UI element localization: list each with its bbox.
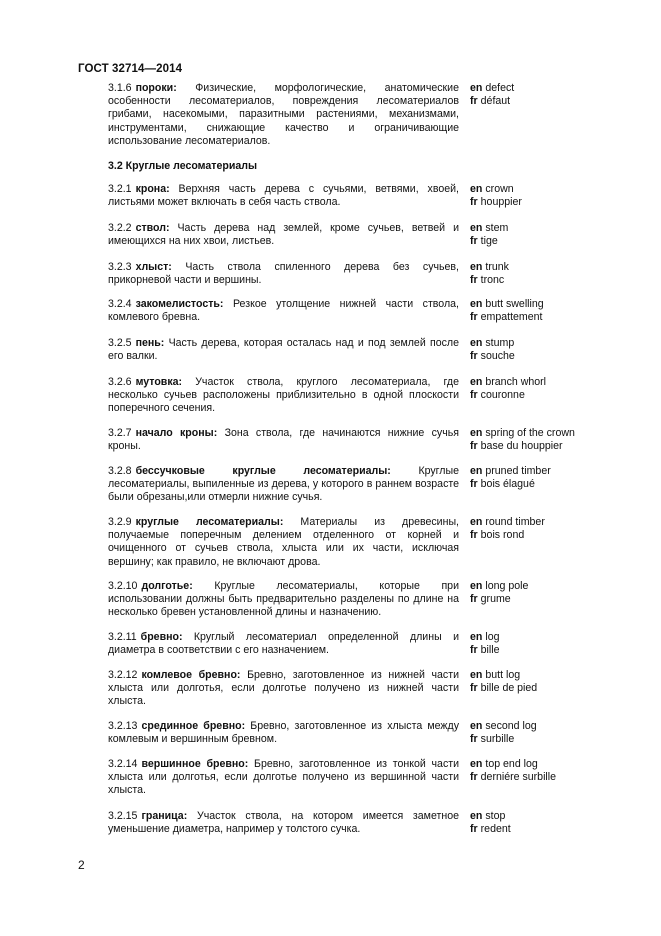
language-code: fr xyxy=(470,593,478,606)
equivalent-term: couronne xyxy=(480,389,525,402)
language-code: fr xyxy=(470,196,478,209)
language-code: fr xyxy=(470,823,478,836)
entry-number: 3.2.8 xyxy=(108,465,132,477)
entry-number: 3.2.4 xyxy=(108,298,132,310)
fr-equivalent xyxy=(470,95,661,108)
equivalent-term: tronc xyxy=(480,274,505,287)
entry-definition-block xyxy=(108,631,459,657)
equivalent-term: stem xyxy=(485,222,509,234)
equivalent-term: derniére surbille xyxy=(480,771,557,784)
language-code: en xyxy=(470,631,483,643)
foreign-equivalents xyxy=(470,183,661,209)
entry-term: мутовка: xyxy=(135,376,183,388)
language-code: en xyxy=(470,720,483,732)
entry-definition: Часть дерева над землей, кроме сучьев, ветвей и имеющихся на них хвои, листьев. xyxy=(108,222,460,248)
entry-definition-block xyxy=(108,427,459,453)
entry-term: срединное бревно: xyxy=(141,720,246,732)
fr-equivalent xyxy=(470,682,661,695)
en-equivalent xyxy=(470,337,661,350)
entry-term: пороки: xyxy=(135,82,177,94)
en-equivalent xyxy=(470,810,661,823)
en-equivalent xyxy=(470,516,661,529)
language-code: fr xyxy=(470,478,478,491)
fr-equivalent xyxy=(470,440,661,453)
entry-number: 3.2.3 xyxy=(108,261,132,273)
language-code: fr xyxy=(470,682,478,695)
entry-number: 3.2.5 xyxy=(108,337,132,349)
equivalent-term: défaut xyxy=(480,95,511,108)
entry-definition: Материалы из древесины, получаемые поперечным делением отделенного от корней и очищенного от сучьев ствола, хлыста или их части, исключая вершину; как правило, не включают дрова. xyxy=(108,516,459,568)
entry-number: 3.2.12 xyxy=(108,669,138,681)
equivalent-term: second log xyxy=(485,720,537,732)
entry-number: 3.2.9 xyxy=(108,516,132,528)
foreign-equivalents xyxy=(470,465,661,491)
entry-term: крона: xyxy=(135,183,170,195)
entry-definition-block xyxy=(108,720,459,746)
foreign-equivalents xyxy=(470,580,661,606)
foreign-equivalents xyxy=(470,758,661,784)
entry-definition-block xyxy=(108,669,459,709)
equivalent-term: surbille xyxy=(480,733,515,746)
entry-number: 3.2.1 xyxy=(108,183,132,195)
entry-definition: Бревно, заготовленное из хлыста между комлевым и вершинным бревном. xyxy=(108,720,459,746)
entry-term: комлевое бревно: xyxy=(141,669,241,681)
entry-definition: Часть ствола спиленного дерева без сучьев, прикорневой части и вершины. xyxy=(108,261,459,287)
entry-definition: Круглые лесоматериалы, выпиленные из дерева, у которого в раннем возрасте были обрезаны,или отмерли нижние сучья. xyxy=(108,465,459,504)
fr-equivalent xyxy=(470,593,661,606)
entry-definition-block xyxy=(108,222,459,248)
entry-definition-block xyxy=(108,516,459,569)
en-equivalent xyxy=(470,465,661,478)
entry-term: начало кроны: xyxy=(135,427,218,439)
foreign-equivalents xyxy=(470,261,661,287)
language-code: fr xyxy=(470,274,478,287)
language-code: en xyxy=(470,516,483,528)
entry-definition-block xyxy=(108,337,459,363)
en-equivalent xyxy=(470,631,661,644)
entry-number: 3.2.2 xyxy=(108,222,132,234)
foreign-equivalents xyxy=(470,222,661,248)
language-code: fr xyxy=(470,644,478,657)
entry-definition: Зона ствола, где начинаются нижние сучья кроны. xyxy=(108,427,460,453)
equivalent-term: crown xyxy=(485,183,514,195)
equivalent-term: empattement xyxy=(480,311,543,324)
en-equivalent xyxy=(470,580,661,593)
en-equivalent xyxy=(470,669,661,682)
fr-equivalent xyxy=(470,529,661,542)
entry-definition-block xyxy=(108,465,459,505)
entry-term: бессучковые круглые лесоматериалы: xyxy=(135,465,391,477)
entry-definition-block xyxy=(108,810,459,836)
entry-number: 3.2.6 xyxy=(108,376,132,388)
equivalent-term: long pole xyxy=(485,580,529,592)
equivalent-term: butt swelling xyxy=(485,298,544,310)
fr-equivalent xyxy=(470,274,661,287)
entry-definition: Круглый лесоматериал определенной длины и диаметра в соответствии с его назначением. xyxy=(108,631,459,657)
language-code: en xyxy=(470,298,483,310)
equivalent-term: redent xyxy=(480,823,511,836)
foreign-equivalents xyxy=(470,427,661,453)
language-code: fr xyxy=(470,311,478,324)
entry-term: граница: xyxy=(141,810,188,822)
language-code: en xyxy=(470,427,483,439)
entry-definition-block xyxy=(108,376,459,416)
equivalent-term: bille xyxy=(480,644,500,657)
fr-equivalent xyxy=(470,478,661,491)
en-equivalent xyxy=(470,427,661,440)
entry-number: 3.1.6 xyxy=(108,82,132,94)
en-equivalent xyxy=(470,222,661,235)
entry-definition-block xyxy=(108,183,459,209)
equivalent-term: stop xyxy=(485,810,506,822)
equivalent-term: souche xyxy=(480,350,515,363)
en-equivalent xyxy=(470,376,661,389)
equivalent-term: bois rond xyxy=(480,529,525,542)
entry-number: 3.2.11 xyxy=(108,631,137,643)
language-code: en xyxy=(470,337,483,349)
entry-term: пень: xyxy=(135,337,165,349)
entry-number: 3.2.13 xyxy=(108,720,138,732)
foreign-equivalents xyxy=(470,82,661,108)
language-code: fr xyxy=(470,95,478,108)
language-code: fr xyxy=(470,733,478,746)
foreign-equivalents xyxy=(470,720,661,746)
language-code: fr xyxy=(470,389,478,402)
language-code: en xyxy=(470,465,483,477)
foreign-equivalents xyxy=(470,631,661,657)
language-code: en xyxy=(470,261,483,273)
standard-header: ГОСТ 32714—2014 xyxy=(78,63,183,75)
fr-equivalent xyxy=(470,771,661,784)
equivalent-term: defect xyxy=(485,82,515,94)
entry-number: 3.2.7 xyxy=(108,427,132,439)
language-code: en xyxy=(470,669,483,681)
en-equivalent xyxy=(470,298,661,311)
fr-equivalent xyxy=(470,733,661,746)
entry-definition: Бревно, заготовленное из тонкой части хлыста или долготья, если долготье получено из вершинной части хлыста. xyxy=(108,758,460,797)
equivalent-term: round timber xyxy=(485,516,545,528)
entry-definition: Участок ствола, на котором имеется заметное уменьшение диаметра, например у толстого сучка. xyxy=(108,810,459,836)
foreign-equivalents xyxy=(470,337,661,363)
entry-definition: Участок ствола, круглого лесоматериала, где несколько сучьев расположены приблизительно в одной плоскости поперечного сечения. xyxy=(108,376,459,415)
language-code: fr xyxy=(470,350,478,363)
entry-term: ствол: xyxy=(135,222,170,234)
fr-equivalent xyxy=(470,350,661,363)
foreign-equivalents xyxy=(470,376,661,402)
equivalent-term: top end log xyxy=(485,758,538,770)
equivalent-term: bois élagué xyxy=(480,478,535,491)
fr-equivalent xyxy=(470,644,661,657)
entry-term: закомелистость: xyxy=(135,298,224,310)
language-code: fr xyxy=(470,771,478,784)
foreign-equivalents xyxy=(470,669,661,695)
equivalent-term: butt log xyxy=(485,669,521,681)
fr-equivalent xyxy=(470,235,661,248)
en-equivalent xyxy=(470,720,661,733)
entry-definition-block xyxy=(108,758,459,798)
equivalent-term: base du houppier xyxy=(480,440,563,453)
equivalent-term: houppier xyxy=(480,196,522,209)
entry-number: 3.2.15 xyxy=(108,810,138,822)
entry-definition: Бревно, заготовленное из нижней части хлыста или долготья, если долготье получено из нижней части хлыста. xyxy=(108,669,459,708)
entry-term: бревно: xyxy=(140,631,183,643)
entry-term: вершинное бревно: xyxy=(141,758,249,770)
en-equivalent xyxy=(470,758,661,771)
fr-equivalent xyxy=(470,196,661,209)
equivalent-term: grume xyxy=(480,593,511,606)
en-equivalent xyxy=(470,82,661,95)
fr-equivalent xyxy=(470,823,661,836)
entry-definition-block xyxy=(108,261,459,287)
equivalent-term: spring of the crown xyxy=(485,427,575,439)
entry-definition: Круглые лесоматериалы, которые при использовании должны быть предварительно разделены по длине на несколько бревен установленной длины и назначению. xyxy=(108,580,459,619)
entry-definition: Часть дерева, которая осталась над и под землей после его валки. xyxy=(108,337,459,363)
entry-number: 3.2.14 xyxy=(108,758,138,770)
equivalent-term: bille de pied xyxy=(480,682,538,695)
equivalent-term: stump xyxy=(485,337,515,349)
equivalent-term: trunk xyxy=(485,261,509,273)
language-code: fr xyxy=(470,529,478,542)
entry-term: круглые лесоматериалы: xyxy=(135,516,284,528)
fr-equivalent xyxy=(470,311,661,324)
language-code: en xyxy=(470,376,483,388)
entry-term: долготье: xyxy=(141,580,193,592)
entry-definition-block xyxy=(108,82,459,148)
page-number: 2 xyxy=(78,858,85,872)
foreign-equivalents xyxy=(470,298,661,324)
language-code: en xyxy=(470,810,483,822)
equivalent-term: tige xyxy=(480,235,498,248)
language-code: en xyxy=(470,82,483,94)
entry-definition-block xyxy=(108,580,459,620)
entry-term: хлыст: xyxy=(135,261,172,273)
foreign-equivalents xyxy=(470,810,661,836)
language-code: en xyxy=(470,758,483,770)
language-code: en xyxy=(470,580,483,592)
fr-equivalent xyxy=(470,389,661,402)
equivalent-term: log xyxy=(485,631,500,643)
language-code: en xyxy=(470,183,483,195)
entry-definition: Верхняя часть дерева с сучьями, ветвями, хвоей, листьями может включать в себя часть ствола. xyxy=(108,183,459,209)
equivalent-term: branch whorl xyxy=(485,376,547,388)
section-title: 3.2 Круглые лесоматериалы xyxy=(108,160,258,172)
en-equivalent xyxy=(470,183,661,196)
entry-definition-block xyxy=(108,298,459,324)
foreign-equivalents xyxy=(470,516,661,542)
en-equivalent xyxy=(470,261,661,274)
entry-number: 3.2.10 xyxy=(108,580,138,592)
entry-definition: Резкое утолщение нижней части ствола, комлевого бревна. xyxy=(108,298,459,324)
language-code: fr xyxy=(470,440,478,453)
entry-definition: Физические, морфологические, анатомические особенности лесоматериалов, повреждения лесоматериалов грибами, насекомыми, паразитными растениями, механизмами, инструментами, снижающие качество и ограничивающие использование лесоматериалов. xyxy=(108,82,459,147)
language-code: fr xyxy=(470,235,478,248)
language-code: en xyxy=(470,222,483,234)
equivalent-term: pruned timber xyxy=(485,465,551,477)
